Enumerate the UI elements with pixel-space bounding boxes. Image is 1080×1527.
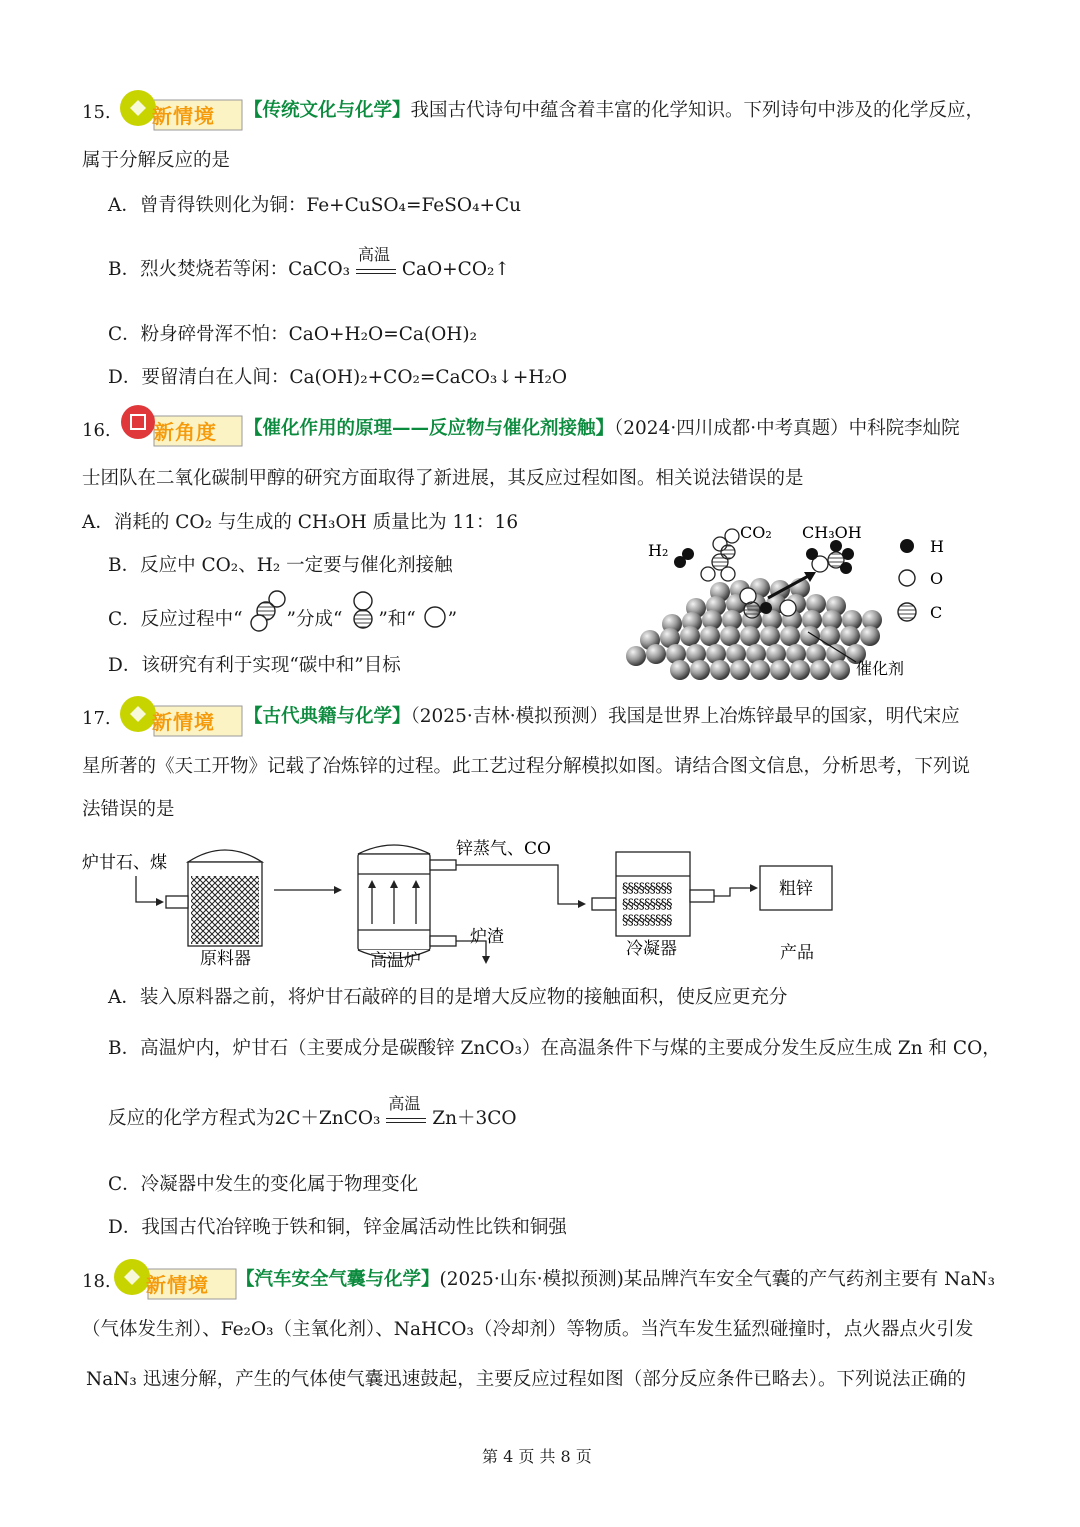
q17-stem-3: 法错误的是 bbox=[82, 799, 175, 820]
co2-label: CO₂ bbox=[740, 523, 772, 542]
badge-label: 新情境 bbox=[152, 710, 215, 734]
q17-topic: 【古代典籍与化学】 bbox=[244, 706, 411, 727]
furnace-label: 高温炉 bbox=[370, 951, 421, 971]
q15-topic: 【传统文化与化学】 bbox=[244, 100, 411, 121]
page-number-footer: 第 4 页 共 8 页 bbox=[482, 1447, 592, 1466]
q16-option-c-text-3: ”和“ bbox=[378, 609, 416, 630]
q16-option-c-label: C． bbox=[108, 609, 141, 630]
q16-topic: 【催化作用的原理——反应物与催化剂接触】 bbox=[244, 418, 615, 439]
condenser-label: 冷凝器 bbox=[626, 939, 677, 959]
q17-option-d: 我国古代冶锌晚于铁和铜，锌金属活动性比铁和铜强 bbox=[141, 1217, 567, 1238]
q16-option-b-label: B． bbox=[108, 555, 141, 576]
q16-option-c-text-1: 反应过程中“ bbox=[140, 609, 243, 630]
input-label: 炉甘石、煤 bbox=[82, 853, 167, 873]
q16-option-b: 反应中 CO₂、H₂ 一定要与催化剂接触 bbox=[140, 555, 453, 576]
ch3oh-label: CH₃OH bbox=[802, 523, 862, 542]
legend-o: O bbox=[930, 569, 944, 588]
product-label: 产品 bbox=[780, 943, 814, 963]
o-atom-icon bbox=[899, 570, 915, 586]
q17-option-a-label: A． bbox=[108, 987, 140, 1008]
q15-option-a: 曾青得铁则化为铜：Fe+CuSO₄=FeSO₄+Cu bbox=[139, 195, 522, 216]
q16-source: （2024·四川成都·中考真题）中科院李灿院 bbox=[614, 418, 960, 439]
legend-h: H bbox=[930, 537, 944, 556]
h2-label: H₂ bbox=[648, 541, 669, 560]
catalyst-label: 催化剂 bbox=[856, 659, 905, 678]
q18-new-context-badge bbox=[112, 1257, 240, 1301]
q16-option-d-label: D． bbox=[108, 655, 142, 676]
svg-text:§§§§§§§§§: §§§§§§§§§ bbox=[622, 897, 672, 912]
q15-stem-2: 属于分解反应的是 bbox=[82, 150, 231, 171]
q15-option-c-label: C． bbox=[108, 324, 141, 345]
c-atom-icon bbox=[898, 603, 916, 621]
badge-label: 新情境 bbox=[146, 1273, 209, 1297]
q15-option-b-right: CaO+CO₂↑ bbox=[401, 259, 510, 280]
q16-number: 16. bbox=[82, 420, 111, 441]
svg-text:§§§§§§§§§: §§§§§§§§§ bbox=[622, 881, 672, 896]
q16-option-c-text-4: ” bbox=[447, 609, 458, 630]
q15-number: 15. bbox=[82, 102, 111, 123]
q16-option-c-text-2: ”分成“ bbox=[286, 609, 343, 630]
slag-label: 炉渣 bbox=[470, 927, 504, 947]
q15-option-d: 要留清白在人间：Ca(OH)₂+CO₂=CaCO₃↓+H₂O bbox=[141, 367, 568, 388]
catalyst-reaction-diagram bbox=[620, 516, 960, 688]
q16-option-d: 该研究有利于实现“碳中和”目标 bbox=[141, 655, 401, 676]
zinc-smelting-process-diagram bbox=[80, 832, 860, 972]
crude-zinc-label: 粗锌 bbox=[779, 879, 813, 899]
q16-option-a-label: A． bbox=[82, 512, 114, 533]
q17-number: 17. bbox=[82, 708, 111, 729]
q15-new-context-badge bbox=[118, 88, 246, 132]
q15-option-c: 粉身碎骨浑不怕：CaO+H₂O=Ca(OH)₂ bbox=[140, 324, 478, 345]
o-atom-icon bbox=[422, 605, 448, 629]
q15-option-d-label: D． bbox=[108, 367, 142, 388]
q15-option-b-label: B． bbox=[108, 259, 141, 280]
co2-molecule-icon bbox=[249, 589, 287, 633]
condenser bbox=[592, 852, 714, 936]
badge-label: 新情境 bbox=[152, 104, 215, 128]
q17-option-c: 冷凝器中发生的变化属于物理变化 bbox=[140, 1174, 419, 1195]
badge-label: 新角度 bbox=[154, 420, 217, 444]
q18-stem-3: NaN₃ 迅速分解，产生的气体使气囊迅速鼓起，主要反应过程如图（部分反应条件已略去）。下列说法正确的 bbox=[86, 1369, 966, 1390]
high-temp-condition: 高温 bbox=[356, 261, 396, 279]
q17-new-context-badge bbox=[118, 694, 246, 738]
legend-c: C bbox=[930, 603, 943, 622]
q17-option-b-eq-right: Zn＋3CO bbox=[432, 1108, 517, 1129]
q18-stem-2: （气体发生剂）、Fe₂O₃（主氧化剂）、NaHCO₃（冷却剂）等物质。当汽车发生猛烈碰撞时，点火器点火引发 bbox=[82, 1319, 974, 1340]
q17-source: （2025·吉林·模拟预测）我国是世界上冶炼锌最早的国家，明代宋应 bbox=[410, 706, 960, 727]
q17-option-b-eq-left: 反应的化学方程式为2C＋ZnCO₃ bbox=[108, 1108, 381, 1129]
vapor-label: 锌蒸气、CO bbox=[456, 839, 551, 859]
q16-new-angle-badge bbox=[118, 404, 246, 448]
q18-source: (2025·山东·模拟预测)某品牌汽车安全气囊的产气药剂主要有 NaN₃ bbox=[439, 1269, 995, 1290]
high-temp-furnace bbox=[358, 845, 456, 958]
high-temp-condition: 高温 bbox=[386, 1110, 426, 1128]
q17-option-b: 高温炉内，炉甘石（主要成分是碳酸锌 ZnCO₃）在高温条件下与煤的主要成分发生反应生成 Zn 和 CO， bbox=[140, 1038, 1001, 1059]
q17-option-c-label: C． bbox=[108, 1174, 141, 1195]
h-atom-icon bbox=[900, 539, 914, 553]
q17-option-a: 装入原料器之前，将炉甘石敲碎的目的是增大反应物的接触面积，使反应更充分 bbox=[139, 987, 788, 1008]
q15-option-a-label: A． bbox=[108, 195, 140, 216]
q16-stem-2: 士团队在二氧化碳制甲醇的研究方面取得了新进展，其反应过程如图。相关说法错误的是 bbox=[82, 468, 804, 489]
svg-text:§§§§§§§§§: §§§§§§§§§ bbox=[622, 913, 672, 928]
raw-container-label: 原料器 bbox=[200, 949, 251, 969]
q15-stem: 我国古代诗句中蕴含着丰富的化学知识。下列诗句中涉及的化学反应， bbox=[410, 100, 985, 121]
q18-topic: 【汽车安全气囊与化学】 bbox=[236, 1269, 440, 1290]
q17-option-d-label: D． bbox=[108, 1217, 142, 1238]
q17-option-b-label: B． bbox=[108, 1038, 141, 1059]
q15-option-b-left: 烈火焚烧若等闲：CaCO₃ bbox=[140, 259, 351, 280]
q16-option-a: 消耗的 CO₂ 与生成的 CH₃OH 质量比为 11：16 bbox=[113, 512, 519, 533]
raw-material-container bbox=[166, 850, 262, 946]
q17-stem-2: 星所著的《天工开物》记载了冶炼锌的过程。此工艺过程分解模拟如图。请结合图文信息，分析思考，下列说 bbox=[82, 756, 971, 777]
co-molecule-icon bbox=[348, 589, 378, 633]
q18-number: 18. bbox=[82, 1271, 111, 1292]
